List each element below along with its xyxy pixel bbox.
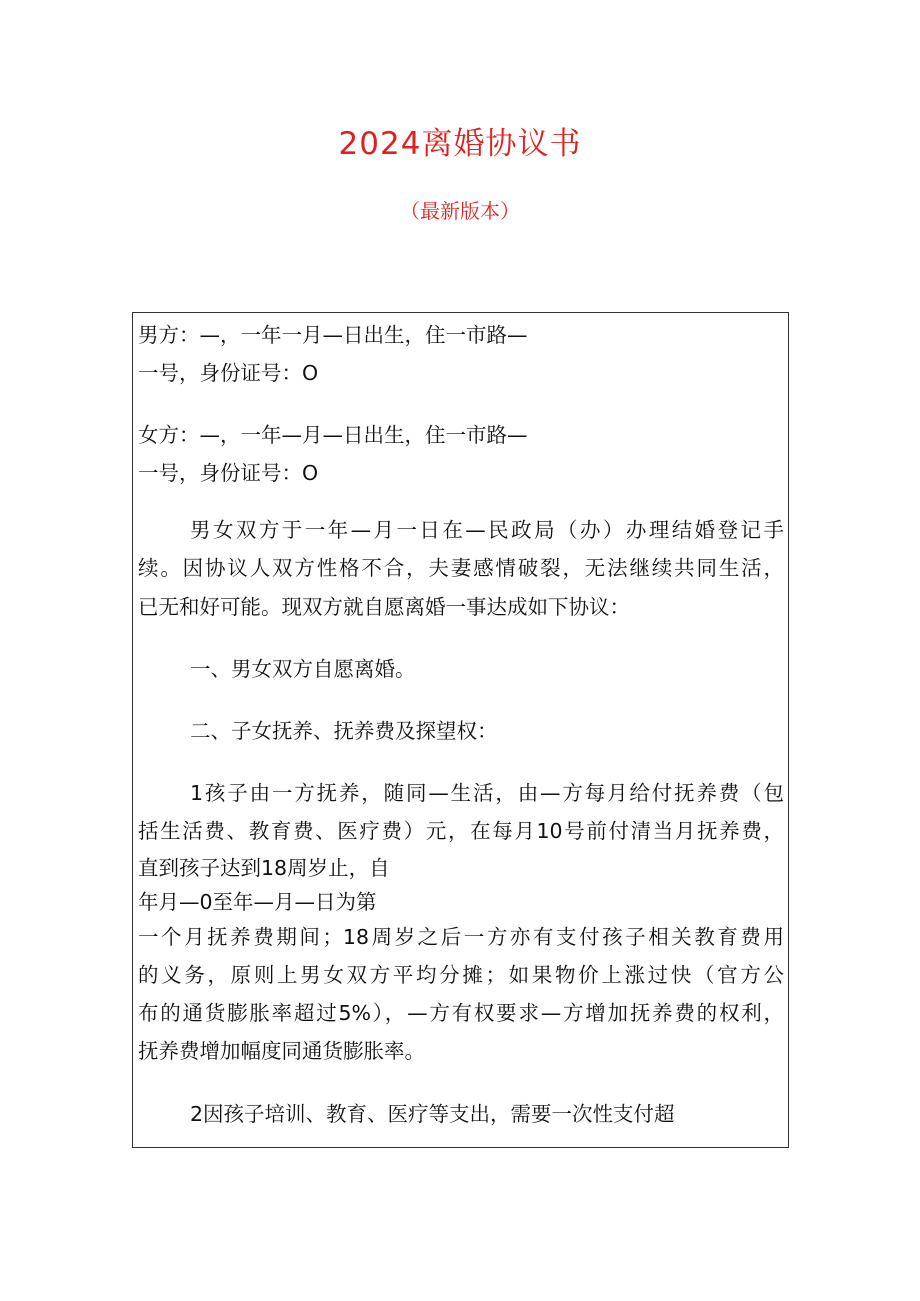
female-party-line-2: 一号，身份证号：O [138,461,319,485]
preamble-line-2: 续。因协议人双方性格不合，夫妻感情破裂，无法继续共同生活， [138,556,784,580]
extra-expense-line-1: 2因孩子培训、教育、医疗等支出，需要一次性支付超 [190,1102,675,1126]
male-party-line-2: 一号，身份证号：O [138,361,319,385]
female-party-line-1: 女方：—，一年—月—日出生，住一市路— [138,423,528,447]
document-subtitle: （最新版本） [400,199,520,223]
child-support-line-4: 年月—0至年—月—日为第 [138,890,377,914]
preamble-line-3: 已无和好可能。现双方就自愿离婚一事达成如下协议： [138,595,630,619]
child-support-line-5: 一个月抚养费期间；18周岁之后一方亦有支付孩子相关教育费用 [138,925,784,949]
child-support-line-6: 的义务，原则上男女双方平均分摊；如果物价上涨过快（官方公 [138,963,784,987]
child-support-line-2: 括生活费、教育费、医疗费）元，在每月10号前付清当月抚养费， [138,819,784,843]
clause-2-heading: 二、子女抚养、抚养费及探望权： [190,719,498,743]
preamble-line-1: 男女双方于一年—月一日在—民政局（办）办理结婚登记手 [190,518,784,542]
clause-1: 一、男女双方自愿离婚。 [190,657,416,681]
male-party-line-1: 男方：—，一年一月—日出生，住一市路— [138,323,528,347]
child-support-line-7: 布的通货膨胀率超过5%），—方有权要求—方增加抚养费的权利， [138,1001,784,1025]
agreement-content-box [132,312,789,1148]
child-support-line-1: 1孩子由一方抚养，随同—生活，由—方每月给付抚养费（包 [190,781,784,805]
child-support-line-3: 直到孩子达到18周岁止，自 [138,856,390,880]
document-title: 2024离婚协议书 [338,126,582,162]
child-support-line-8: 抚养费增加幅度同通货膨胀率。 [138,1039,425,1063]
